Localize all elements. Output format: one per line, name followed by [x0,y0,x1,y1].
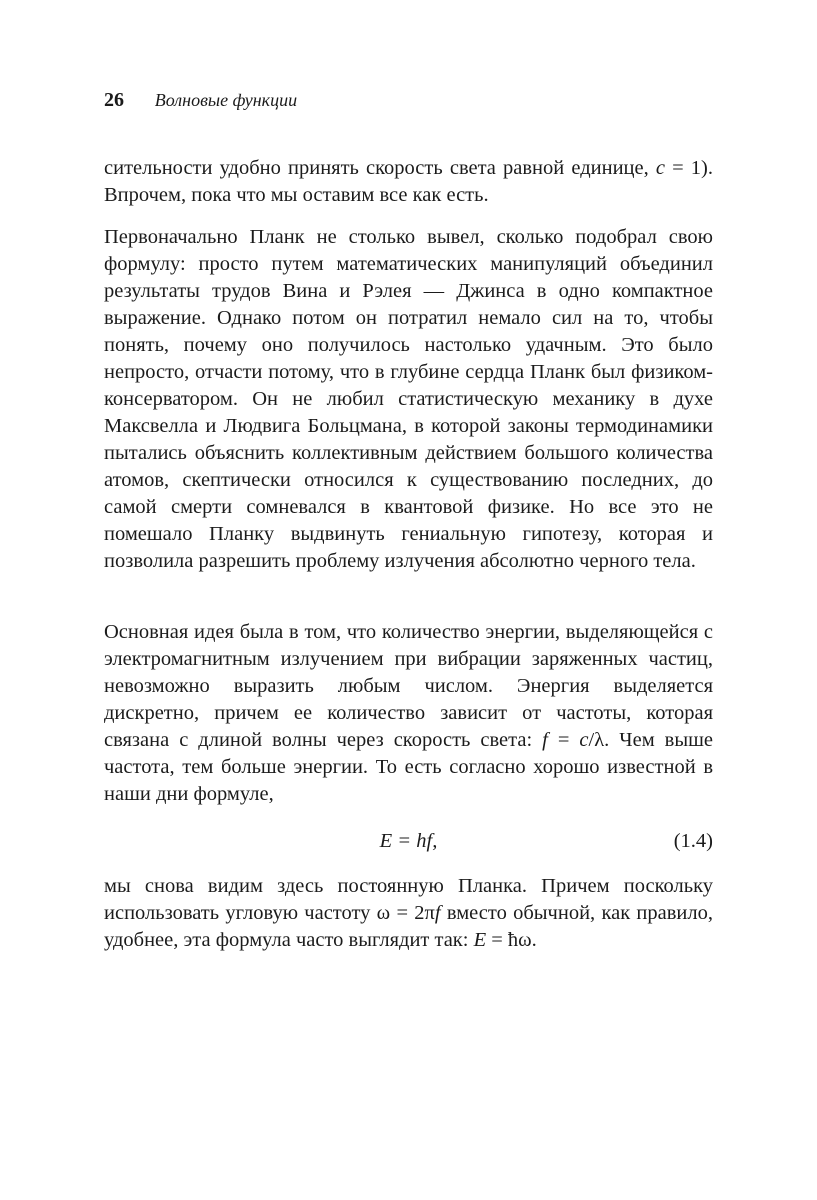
text-run: = [547,729,580,751]
text-run: Первоначально Планк не столько вывел, сколько подобрал свою формулу: просто путем математических манипуляций объединил результаты трудов Вина и Рэлея — Джинса в одно компактное выражение. Однако потом он потратил немало сил на то, чтобы понять, почему оно получилось настолько удачным. Это было непросто, отчасти потому, что в глубине сердца Планк был физиком-консерватором. Он не любил статистическую механику в духе Максвелла и Людвига Больцмана, в которой законы термодинамики пытались объяснить коллективным действием большого количества атомов, скептически относился к существованию последних, до самой смерти сомневался в квантовой физике. Но все это не помешало Планку выдвинуть гениальную гипотезу, которая и позволила разрешить проблему излучения абсолютно черного тела. [104,226,713,572]
text-run: /λ. Чем выше частота, тем больше энергии. То есть согласно хорошо известной в наши дни формуле, [104,729,713,805]
text-run: мы снова видим здесь постоянную Планка. Причем поскольку использовать угловую частоту ω = 2π [104,875,713,924]
math-symbol: c [655,157,665,179]
equation-number: (1.4) [673,830,713,852]
text-run: Основная идея была в том, что количество энергии, выделяющейся с электромагнитным излучением при вибрации заряженных частиц, невозможно выразить любым числом. Энергия выделяется дискретно, причем ее количество зависит от частоты, которая связана с длиной волны через скорость света: [104,621,713,751]
text-run: = ħω. [486,929,537,951]
equation-formula: E = hf, [379,830,438,852]
paragraph-3 [104,619,713,808]
text-run: вместо обычной, как правило, удобнее, эта формула часто выглядит так: [104,902,713,951]
paragraph-planck-formula-origin [104,224,713,575]
running-head [104,86,297,115]
paragraph-4 [104,873,713,954]
math-symbol: c [579,729,589,751]
chapter-title: Волновые функции [154,90,298,110]
text-run: сительности удобно принять скорость света равной единице, [104,157,656,179]
math-symbol: f [542,729,548,751]
equation-1-4 [104,826,713,856]
text-run: = 1). Впрочем, пока что мы оставим все как есть. [104,157,713,206]
paragraph-continuation [104,155,713,209]
paragraph-planck-constant [104,873,713,954]
paragraph-energy-discreteness [104,619,713,808]
paragraph-2 [104,224,713,575]
paragraph-1 [104,155,713,209]
math-symbol: f [434,902,441,924]
math-symbol: E [473,929,487,951]
page-number: 26 [104,89,124,111]
